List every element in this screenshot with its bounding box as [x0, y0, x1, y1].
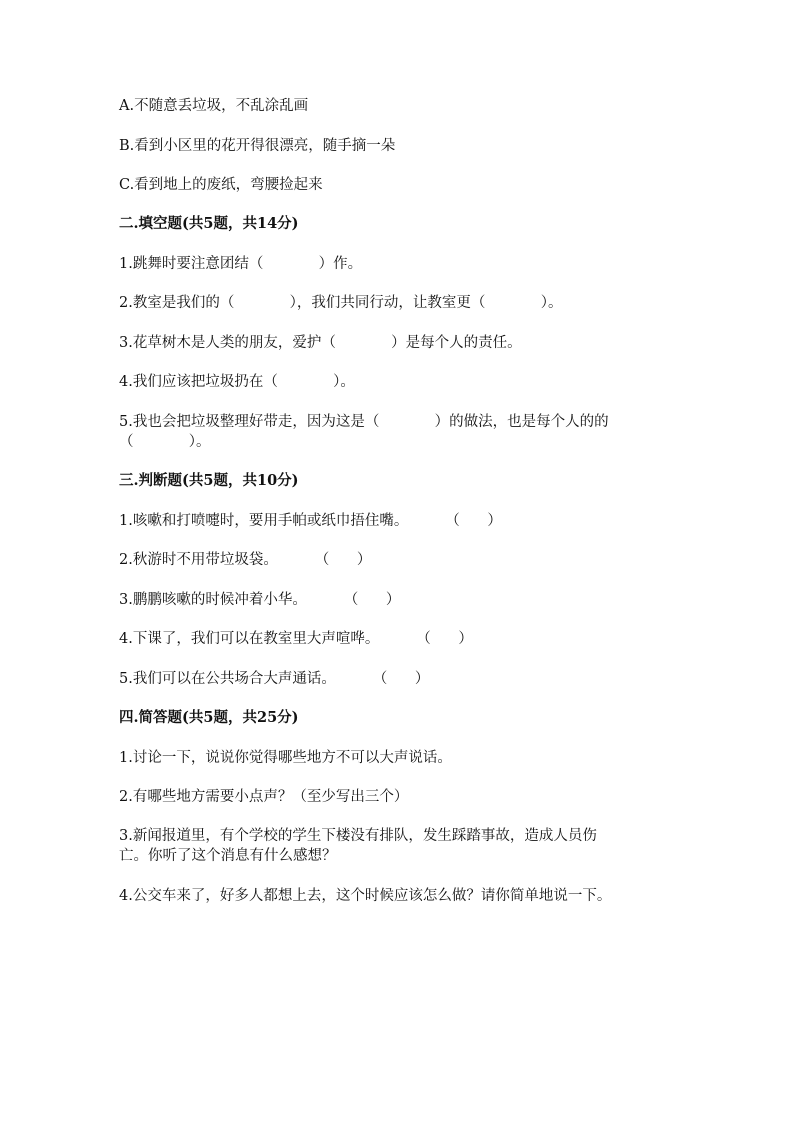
fill-in-question-1: 1.跳舞时要注意团结（ ）作。: [119, 256, 363, 272]
fill-in-question-5-cont: （ ）。: [119, 434, 211, 450]
true-false-question-3: 3.鹏鹏咳嗽的时候冲着小华。 （ ）: [119, 592, 401, 608]
true-false-question-2: 2.秋游时不用带垃圾袋。 （ ）: [119, 552, 372, 568]
short-answer-question-2: 2.有哪些地方需要小点声？（至少写出三个）: [119, 789, 409, 805]
short-answer-question-3: 3.新闻报道里，有个学校的学生下楼没有排队，发生踩踏事故，造成人员伤: [119, 828, 597, 844]
section-heading-true-false: 三.判断题(共5题，共10分): [119, 472, 299, 489]
true-false-question-5: 5.我们可以在公共场合大声通话。 （ ）: [119, 671, 430, 687]
short-answer-question-4: 4.公交车来了，好多人都想上去，这个时候应该怎么做？请你简单地说一下。: [119, 888, 612, 904]
fill-in-question-3: 3.花草树木是人类的朋友，爱护（ ）是每个人的责任。: [119, 335, 522, 351]
section-heading-fill-in: 二.填空题(共5题，共14分): [119, 215, 299, 232]
short-answer-question-1: 1.讨论一下，说说你觉得哪些地方不可以大声说话。: [119, 750, 452, 766]
fill-in-question-4: 4.我们应该把垃圾扔在（ ）。: [119, 374, 355, 390]
true-false-question-1: 1.咳嗽和打喷嚏时，要用手帕或纸巾捂住嘴。 （ ）: [119, 513, 502, 529]
fill-in-question-5: 5.我也会把垃圾整理好带走，因为这是（ ）的做法，也是每个人的的: [119, 414, 609, 430]
short-answer-question-3-cont: 亡。你听了这个消息有什么感想？: [119, 848, 337, 864]
section-heading-short-answer: 四.简答题(共5题，共25分): [119, 709, 299, 726]
choice-option-a: A.不随意丢垃圾，不乱涂乱画: [119, 98, 309, 114]
choice-option-b: B.看到小区里的花开得很漂亮，随手摘一朵: [119, 138, 396, 154]
true-false-question-4: 4.下课了，我们可以在教室里大声喧哗。 （ ）: [119, 631, 473, 647]
fill-in-question-2: 2.教室是我们的（ ），我们共同行动，让教室更（ ）。: [119, 295, 563, 311]
choice-option-c: C.看到地上的废纸，弯腰捡起来: [119, 177, 323, 193]
